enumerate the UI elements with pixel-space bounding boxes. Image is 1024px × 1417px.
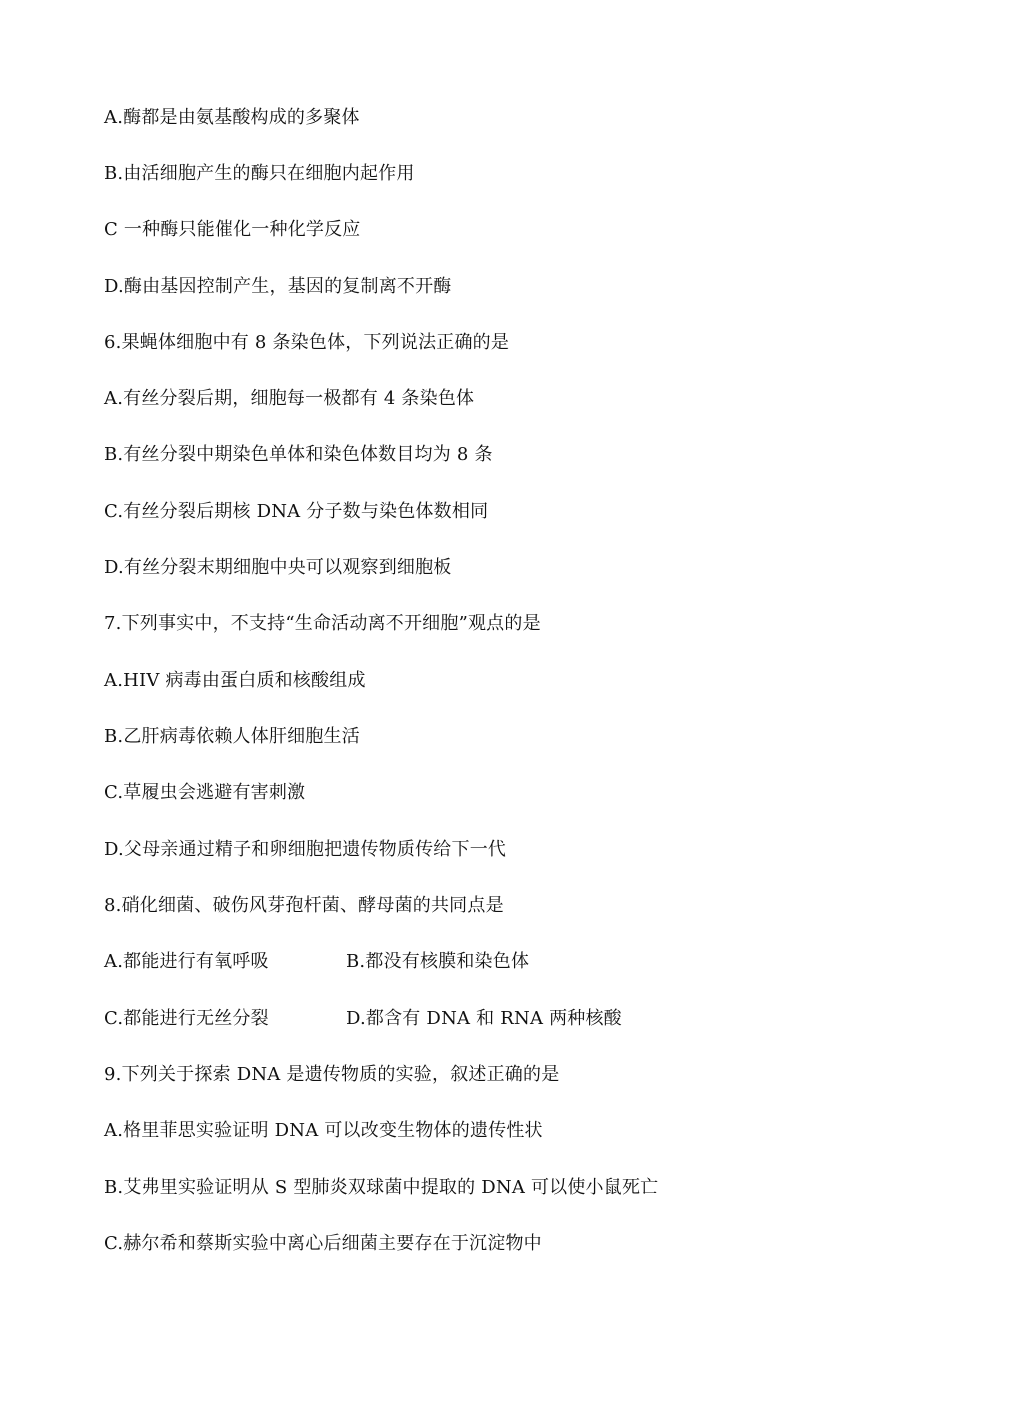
q6-option-d: D.有丝分裂末期细胞中央可以观察到细胞板 [104, 557, 452, 578]
q9-option-c: C.赫尔希和蔡斯实验中离心后细菌主要存在于沉淀物中 [104, 1233, 542, 1254]
q8-option-d-wrap [346, 1007, 622, 1031]
q5-option-c: C 一种酶只能催化一种化学反应 [104, 219, 361, 240]
q7-option-b: B.乙肝病毒依赖人体肝细胞生活 [104, 726, 360, 747]
q9-option-a: A.格里菲思实验证明 DNA 可以改变生物体的遗传性状 [104, 1120, 543, 1141]
q5-option-b: B.由活细胞产生的酶只在细胞内起作用 [104, 163, 415, 184]
q8-options-row-2 [104, 1007, 269, 1031]
q8-option-b: B.都没有核膜和染色体 [346, 951, 530, 972]
q5-option-a: A.酶都是由氨基酸构成的多聚体 [104, 107, 360, 128]
q6-option-b: B.有丝分裂中期染色单体和染色体数目均为 8 条 [104, 444, 493, 465]
q8-stem: 8.硝化细菌、破伤风芽孢杆菌、酵母菌的共同点是 [104, 895, 504, 916]
q8-option-d: D.都含有 DNA 和 RNA 两种核酸 [346, 1008, 622, 1029]
q8-option-a: A.都能进行有氧呼吸 [104, 951, 269, 972]
q7-option-c: C.草履虫会逃避有害刺激 [104, 782, 306, 803]
q6-option-a: A.有丝分裂后期，细胞每一极都有 4 条染色体 [104, 388, 475, 409]
q7-stem: 7.下列事实中，不支持“生命活动离不开细胞”观点的是 [104, 613, 541, 634]
q6-option-c: C.有丝分裂后期核 DNA 分子数与染色体数相同 [104, 501, 489, 522]
q8-options-row-1 [104, 950, 269, 974]
q7-option-a: A.HIV 病毒由蛋白质和核酸组成 [104, 670, 366, 691]
q9-stem: 9.下列关于探索 DNA 是遗传物质的实验，叙述正确的是 [104, 1064, 560, 1085]
q8-option-b-wrap [346, 950, 529, 974]
q6-stem: 6.果蝇体细胞中有 8 条染色体，下列说法正确的是 [104, 332, 510, 353]
q8-option-c: C.都能进行无丝分裂 [104, 1008, 269, 1029]
q5-option-d: D.酶由基因控制产生，基因的复制离不开酶 [104, 276, 452, 297]
q9-option-b: B.艾弗里实验证明从 S 型肺炎双球菌中提取的 DNA 可以使小鼠死亡 [104, 1177, 659, 1198]
q7-option-d: D.父母亲通过精子和卵细胞把遗传物质传给下一代 [104, 839, 507, 860]
